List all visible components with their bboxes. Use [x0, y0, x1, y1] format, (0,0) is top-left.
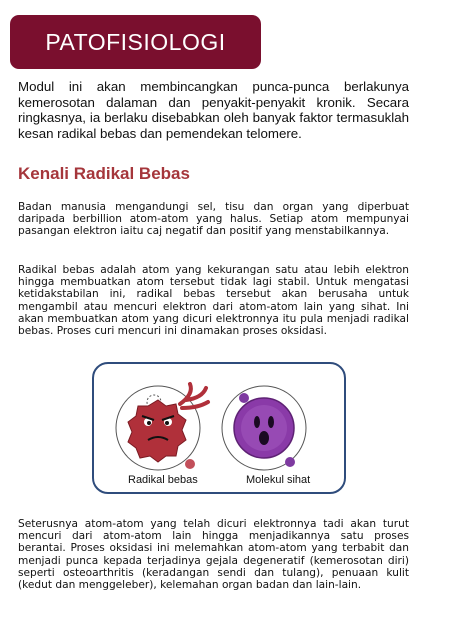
intro-paragraph: Modul ini akan membincangkan punca-punca berlakunya kemerosotan dalaman dan penyakit-penyakit kronik. Secara ringkasnya, ia berlaku disebabkan oleh banyak faktor termasuklah kesan radikal bebas dan pemendekan telomere. — [18, 79, 409, 141]
paragraph-1: Badan manusia mengandungi sel, tisu dan organ yang diperbuat daripada berbillion atom-atom yang halus. Setiap atom mempunyai pasangan elektron iaitu caj negatif dan positif yang menstabilkannya. — [18, 201, 409, 238]
paragraph-3: Seterusnya atom-atom yang telah dicuri elektronnya tadi akan turut mencuri dari atom-atom lain hingga menjadikannya satu proses berantai. Proses oksidasi ini melemahkan atom-atom yang terbabit dan menjadi punca kepada terjadinya gejala degeneratif (kemerosotan diri) seperti osteoarthritis (keradangan sendi dan tulang), penuaan kulit (kedut dan menggeleber), kelemahan organ badan dan lain-lain. — [18, 518, 409, 592]
paragraph-2: Radikal bebas adalah atom yang kekurangan satu atau lebih elektron hingga membuatkan atom tersebut tidak lagi stabil. Untuk mengatasi ketidakstabilan ini, radikal bebas tersebut akan berusaha untuk mengambil atau mencuri elektron dari atom-atom lain yang sihat. Ini akan membuatkan atom yang dicuri elektronnya itu pula menjadi radikal bebas. Proses curi mencuri ini dinamakan proses oksidasi. — [18, 264, 409, 338]
free-radical-icon — [116, 384, 208, 470]
page-title: PATOFISIOLOGI — [45, 28, 226, 55]
radical-vs-molecule-illustration — [92, 362, 346, 494]
free-radical-caption: Radikal bebas — [128, 474, 198, 486]
healthy-molecule-caption: Molekul sihat — [246, 474, 311, 486]
page-title-banner — [10, 15, 261, 69]
section-heading: Kenali Radikal Bebas — [18, 164, 190, 183]
healthy-molecule-icon — [222, 386, 306, 470]
